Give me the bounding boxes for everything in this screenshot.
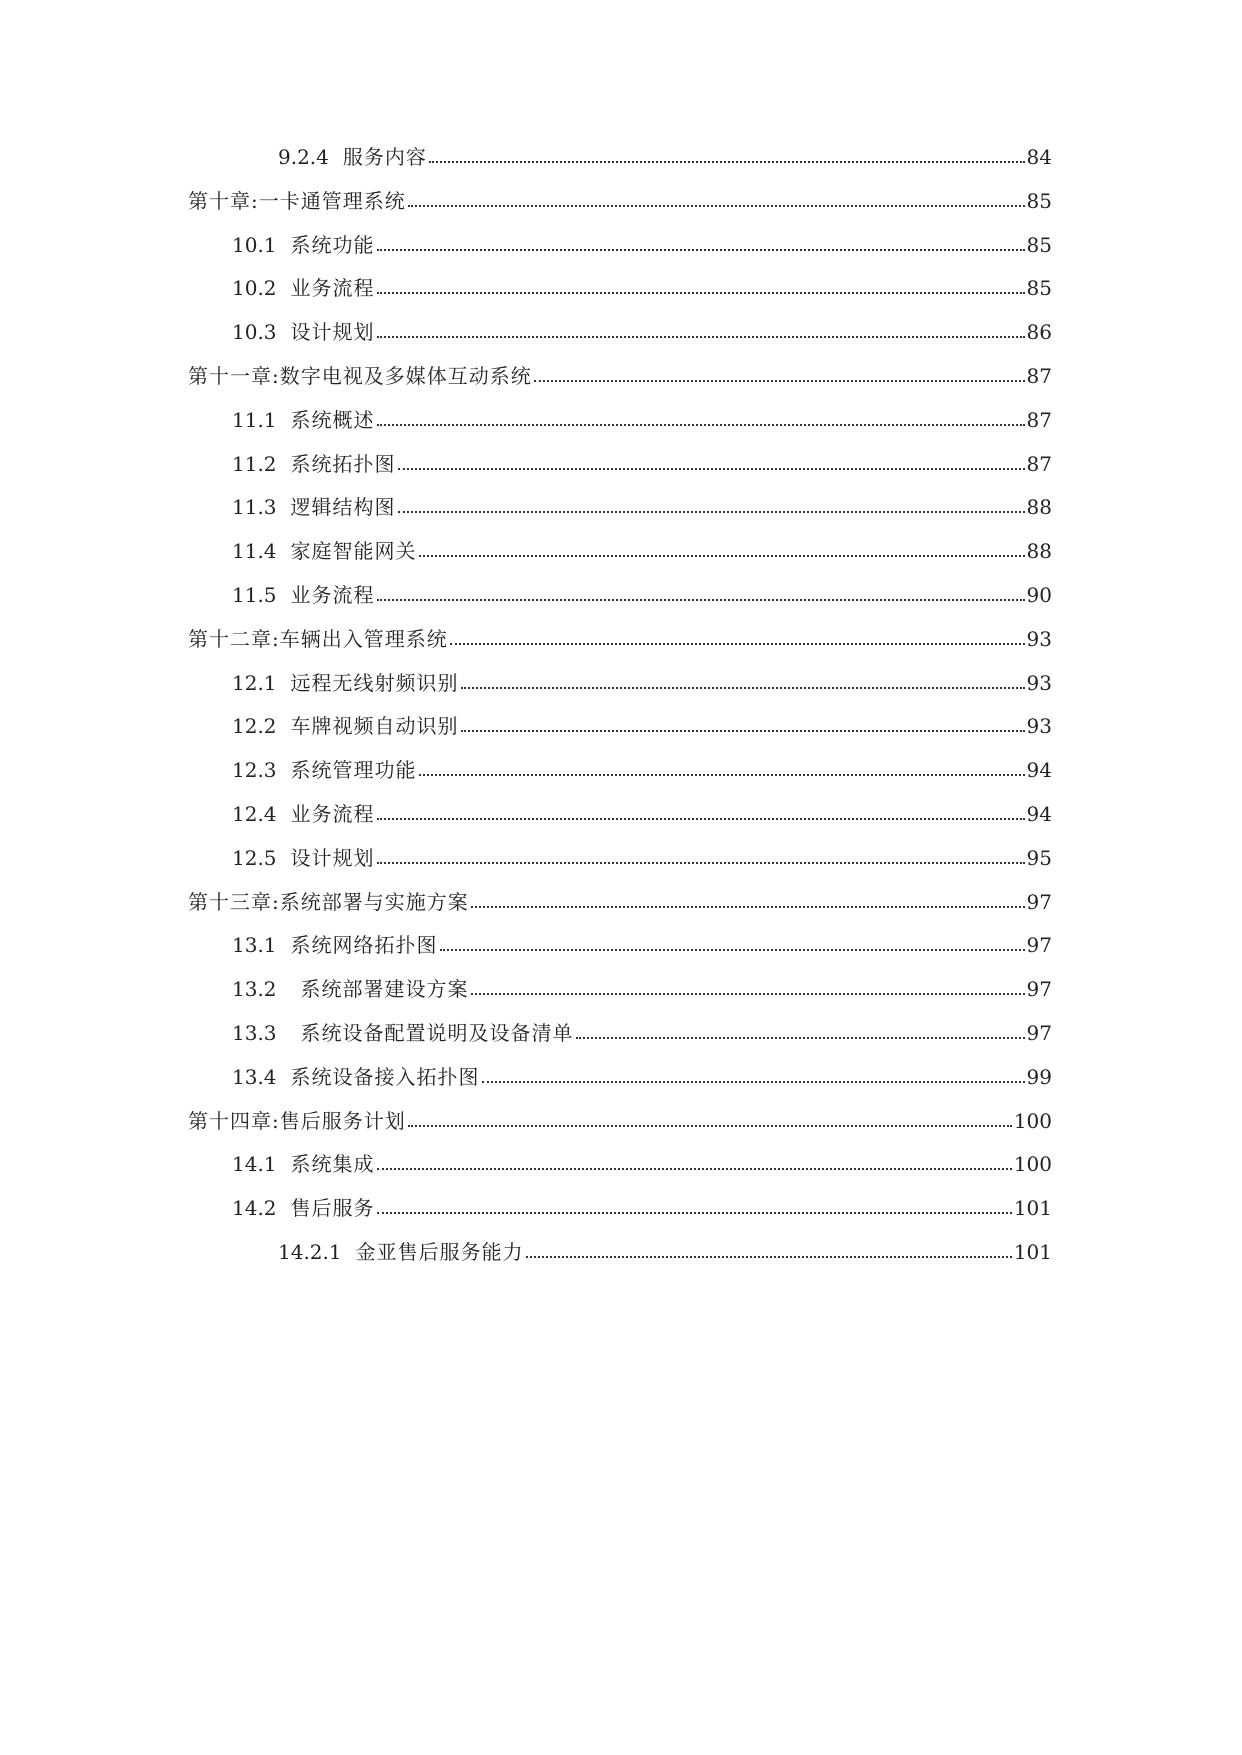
toc-entry-title: 系统概述	[290, 407, 375, 432]
toc-entry-title: 售后服务	[290, 1196, 375, 1221]
toc-entry-number: 12.2	[232, 714, 277, 739]
toc-entry-page-number: 101	[1013, 1196, 1052, 1221]
toc-entry[interactable]	[232, 571, 1052, 607]
toc-entry-title: 车牌视频自动识别	[290, 714, 459, 739]
toc-entry-title: 系统设备配置说明及设备清单	[300, 1021, 574, 1045]
toc-entry-title: 业务流程	[290, 276, 375, 301]
toc-entry[interactable]	[278, 1228, 1052, 1264]
toc-entry[interactable]	[232, 1184, 1052, 1220]
toc-dot-leader	[576, 1037, 1025, 1039]
toc-entry-number: 12.4	[232, 802, 277, 826]
toc-entry-number: 13.3	[232, 1021, 277, 1045]
toc-dot-leader	[377, 1212, 1012, 1214]
toc-entry-number: 13.1	[232, 933, 277, 958]
toc-entry-page-number: 93	[1026, 714, 1052, 739]
toc-entry-title: 第十章:一卡通管理系统	[188, 188, 406, 213]
toc-dot-leader	[377, 1168, 1012, 1170]
toc-dot-leader	[429, 161, 1025, 163]
toc-dot-leader	[526, 1256, 1012, 1258]
toc-entry[interactable]	[232, 1140, 1052, 1176]
toc-entry-number: 14.1	[232, 1152, 277, 1177]
toc-entry-page-number: 90	[1026, 583, 1052, 607]
toc-dot-leader	[534, 380, 1025, 382]
toc-dot-leader	[408, 1125, 1012, 1127]
toc-entry[interactable]	[278, 133, 1052, 169]
toc-entry-page-number: 87	[1026, 407, 1052, 432]
toc-dot-leader	[377, 862, 1025, 864]
toc-entry[interactable]	[232, 440, 1052, 476]
toc-entry-page-number: 87	[1026, 451, 1052, 476]
toc-entry-number: 10.1	[232, 232, 277, 257]
toc-entry-title: 金亚售后服务能力	[355, 1240, 524, 1264]
toc-entry[interactable]	[232, 790, 1052, 826]
toc-entry-page-number: 86	[1026, 320, 1052, 345]
toc-entry[interactable]	[188, 878, 1052, 914]
toc-entry-title: 系统拓扑图	[290, 451, 396, 476]
toc-entry-title: 第十二章:车辆出入管理系统	[188, 626, 448, 651]
toc-entry-page-number: 94	[1026, 802, 1052, 826]
toc-entry[interactable]	[232, 834, 1052, 870]
toc-entry-title: 设计规划	[290, 845, 375, 870]
toc-entry-number: 12.3	[232, 758, 277, 783]
toc-entry-page-number: 85	[1026, 276, 1052, 301]
toc-dot-leader	[398, 468, 1025, 470]
toc-entry-page-number: 85	[1026, 232, 1052, 257]
toc-dot-leader	[377, 599, 1025, 601]
toc-entry[interactable]	[232, 702, 1052, 738]
toc-dot-leader	[377, 249, 1025, 251]
toc-entry-title: 第十三章:系统部署与实施方案	[188, 889, 469, 914]
toc-dot-leader	[461, 687, 1025, 689]
toc-entry-page-number: 93	[1026, 626, 1052, 651]
toc-dot-leader	[419, 555, 1025, 557]
toc-entry[interactable]	[232, 308, 1052, 344]
toc-entry[interactable]	[232, 1009, 1052, 1045]
toc-entry-page-number: 88	[1026, 539, 1052, 564]
toc-entry-page-number: 97	[1026, 889, 1052, 914]
toc-entry[interactable]	[232, 264, 1052, 300]
toc-entry-number: 10.3	[232, 320, 277, 345]
toc-dot-leader	[377, 424, 1025, 426]
toc-dot-leader	[398, 511, 1025, 513]
toc-entry-number: 14.2.1	[278, 1240, 342, 1264]
toc-entry-number: 11.3	[232, 495, 277, 520]
toc-entry[interactable]	[232, 483, 1052, 519]
toc-dot-leader	[450, 643, 1025, 645]
toc-dot-leader	[408, 205, 1025, 207]
toc-entry[interactable]	[232, 965, 1052, 1001]
toc-entry-title: 系统功能	[290, 232, 375, 257]
toc-entry-number: 12.5	[232, 845, 277, 870]
toc-entry-number: 13.4	[232, 1064, 277, 1089]
toc-entry[interactable]	[188, 615, 1052, 651]
toc-entry-title: 服务内容	[342, 145, 427, 169]
toc-dot-leader	[377, 336, 1025, 338]
toc-entry[interactable]	[232, 1053, 1052, 1089]
toc-entry-page-number: 84	[1026, 145, 1052, 169]
toc-entry-title: 系统集成	[290, 1152, 375, 1177]
toc-entry-number: 14.2	[232, 1196, 277, 1221]
toc-entry[interactable]	[232, 746, 1052, 782]
toc-dot-leader	[471, 906, 1025, 908]
toc-entry-title: 家庭智能网关	[290, 539, 417, 564]
toc-entry-page-number: 97	[1026, 933, 1052, 958]
toc-entry-title: 系统管理功能	[290, 758, 417, 783]
toc-entry-number: 11.2	[232, 451, 277, 476]
toc-dot-leader	[482, 1081, 1025, 1083]
toc-entry-page-number: 94	[1026, 758, 1052, 783]
toc-dot-leader	[471, 993, 1025, 995]
toc-entry-title: 逻辑结构图	[290, 495, 396, 520]
toc-entry-page-number: 87	[1026, 364, 1052, 388]
toc-entry-title: 第十四章:售后服务计划	[188, 1108, 406, 1133]
toc-entry-page-number: 101	[1013, 1240, 1052, 1264]
toc-entry-number: 11.5	[232, 583, 277, 607]
toc-dot-leader	[377, 292, 1025, 294]
toc-entry-number: 9.2.4	[278, 145, 329, 169]
toc-entry[interactable]	[232, 921, 1052, 957]
toc-entry-number: 12.1	[232, 670, 277, 695]
toc-entry-number: 11.4	[232, 539, 277, 564]
toc-entry-title: 系统设备接入拓扑图	[290, 1064, 480, 1089]
toc-dot-leader	[440, 949, 1025, 951]
toc-entry[interactable]	[232, 659, 1052, 695]
toc-entry[interactable]	[188, 177, 1052, 213]
toc-entry-title: 第十一章:数字电视及多媒体互动系统	[188, 364, 532, 388]
toc-entry-title: 系统部署建设方案	[300, 977, 469, 1002]
toc-entry-title: 业务流程	[290, 583, 375, 607]
toc-entry-number: 11.1	[232, 407, 277, 432]
toc-entry-title: 系统网络拓扑图	[290, 933, 438, 958]
toc-entry-page-number: 85	[1026, 188, 1052, 213]
toc-entry[interactable]	[188, 1097, 1052, 1133]
toc-entry-title: 设计规划	[290, 320, 375, 345]
toc-entry-page-number: 97	[1026, 977, 1052, 1002]
toc-entry-title: 业务流程	[290, 802, 375, 826]
toc-entry-title: 远程无线射频识别	[290, 670, 459, 695]
toc-entry-page-number: 99	[1026, 1064, 1052, 1089]
toc-entry-number: 10.2	[232, 276, 277, 301]
toc-entry[interactable]	[232, 396, 1052, 432]
toc-entry-number: 13.2	[232, 977, 277, 1002]
toc-entry-page-number: 93	[1026, 670, 1052, 695]
toc-entry[interactable]	[188, 352, 1052, 388]
toc-entry-page-number: 88	[1026, 495, 1052, 520]
toc-dot-leader	[419, 774, 1025, 776]
toc-entry[interactable]	[232, 527, 1052, 563]
toc-entry-page-number: 100	[1013, 1152, 1052, 1177]
toc-entry-page-number: 100	[1013, 1108, 1052, 1133]
toc-dot-leader	[461, 730, 1025, 732]
toc-entry[interactable]	[232, 221, 1052, 257]
toc-entry-page-number: 95	[1026, 845, 1052, 870]
toc-dot-leader	[377, 818, 1025, 820]
toc-entry-page-number: 97	[1026, 1021, 1052, 1045]
